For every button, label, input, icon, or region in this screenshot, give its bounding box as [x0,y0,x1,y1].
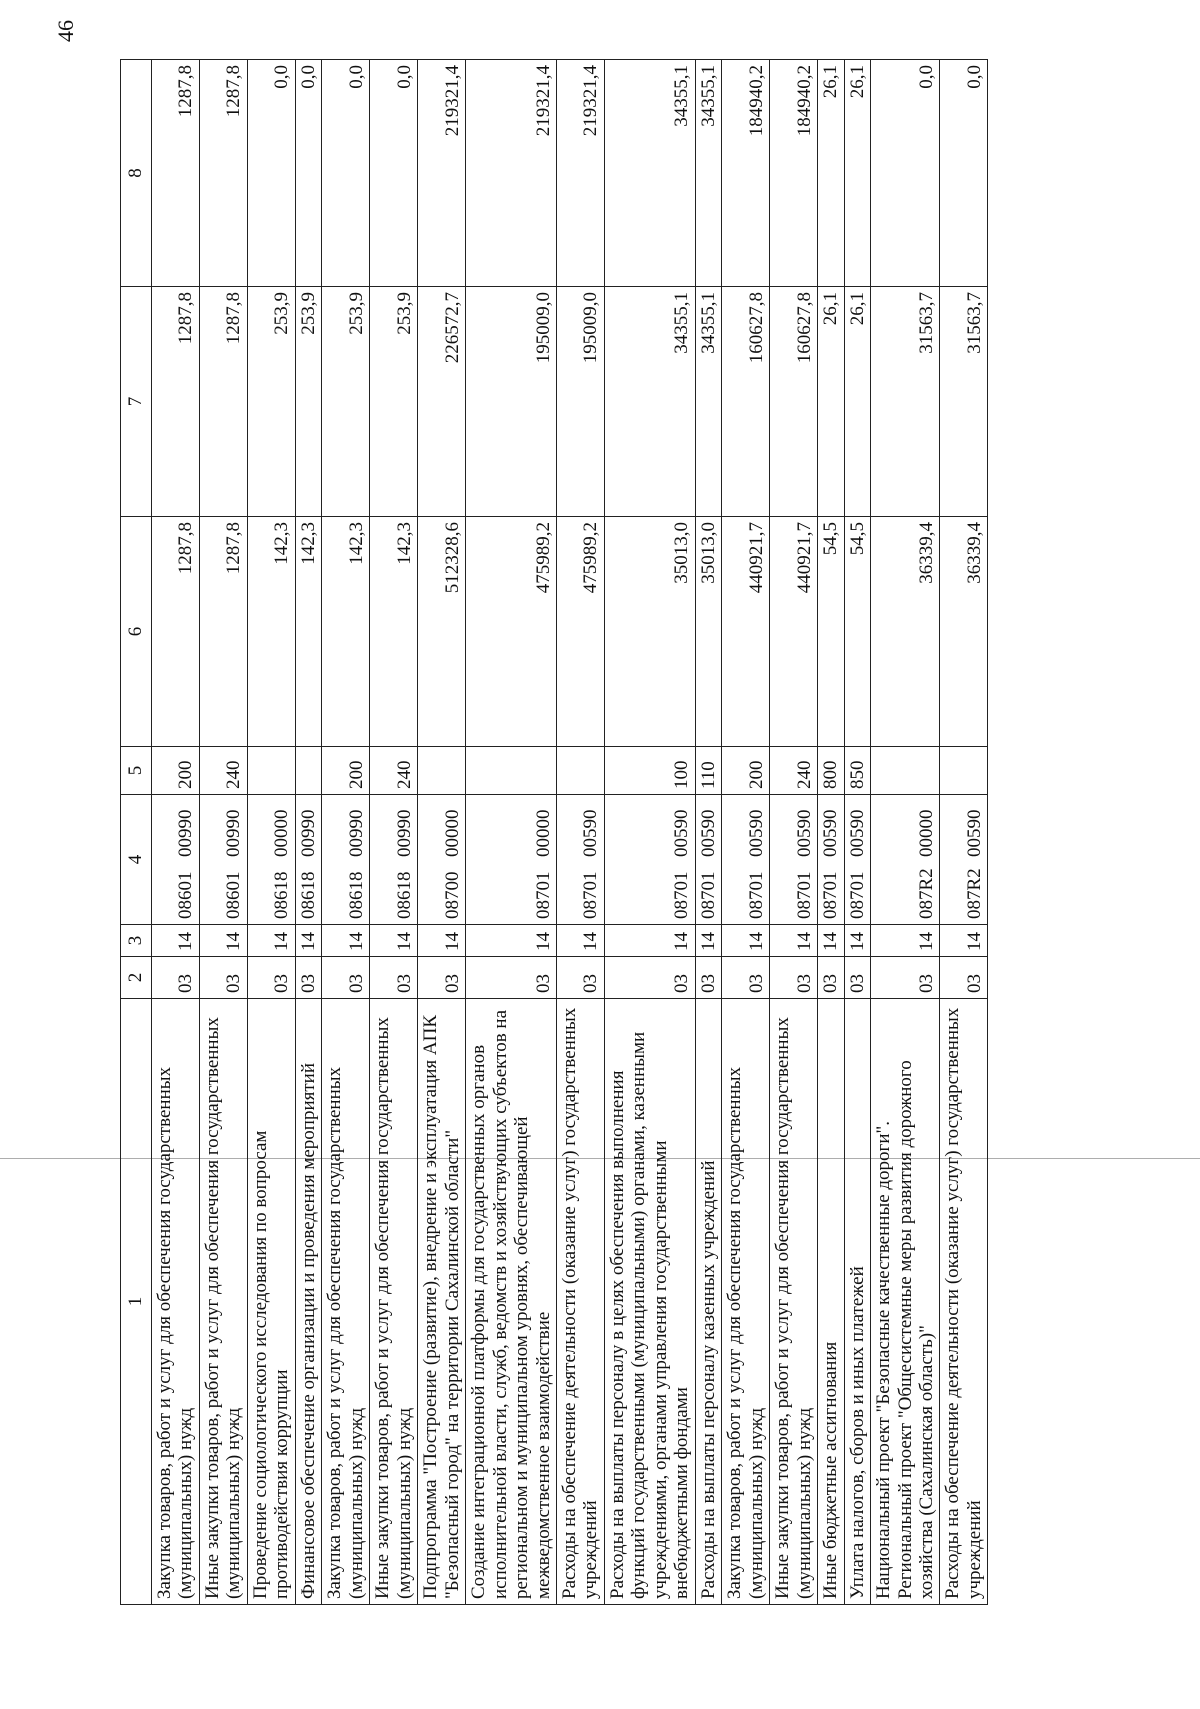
amount-year-3: 0,0 [322,60,370,287]
row-description: Расходы на обеспечение деятельности (оказание услуг) государственных учреждений [556,999,604,1605]
row-description: Иные закупки товаров, работ и услуг для обеспечения государственных (муниципальных) нужд [770,999,818,1605]
target-article-code-part1: 08701 [820,871,842,919]
amount-year-3: 219321,4 [466,60,557,287]
target-article-code-part2: 00990 [223,809,245,857]
amount-year-2: 195009,0 [556,287,604,517]
section-code: 03 [722,957,770,999]
amount-year-3: 0,0 [295,60,321,287]
target-article-code-part1: 08618 [297,871,319,919]
expense-type-code: 240 [370,747,418,795]
amount-year-1: 36339,4 [871,517,940,747]
table-row [247,60,295,1605]
section-code: 03 [871,957,940,999]
amount-year-2: 1287,8 [199,287,247,517]
col-header: 7 [121,287,152,517]
amount-year-1: 440921,7 [722,517,770,747]
table-row [722,60,770,1605]
section-code: 03 [556,957,604,999]
expense-type-code: 240 [770,747,818,795]
subsection-code: 14 [370,925,418,957]
table-row [940,60,988,1605]
target-article-code-part2: 00990 [175,809,197,857]
target-article-code-part2: 00590 [671,809,693,857]
amount-year-2: 160627,8 [722,287,770,517]
table-row [695,60,721,1605]
amount-year-2: 253,9 [247,287,295,517]
amount-year-1: 1287,8 [199,517,247,747]
col-header: 1 [121,999,152,1605]
target-article-code-part1: 08618 [393,871,415,919]
col-header: 4 [121,795,152,925]
target-article-code [871,795,940,925]
expense-type-code [418,747,466,795]
target-article-code-part1: 08618 [271,871,293,919]
expense-type-code: 200 [722,747,770,795]
row-description: Иные закупки товаров, работ и услуг для обеспечения государственных (муниципальных) нужд [370,999,418,1605]
amount-year-2: 31563,7 [940,287,988,517]
target-article-code [844,795,870,925]
table-row [322,60,370,1605]
row-description: Уплата налогов, сборов и иных платежей [844,999,870,1605]
expense-type-code: 850 [844,747,870,795]
expense-type-code: 100 [604,747,695,795]
section-code: 03 [818,957,844,999]
row-description: Проведение социологического исследования по вопросам противодействия коррупции [247,999,295,1605]
table-row [604,60,695,1605]
col-header: 2 [121,957,152,999]
col-header: 8 [121,60,152,287]
amount-year-2: 26,1 [818,287,844,517]
target-article-code-part2: 00000 [532,809,554,857]
target-article-code-part1: 08701 [793,871,815,919]
target-article-code [418,795,466,925]
row-description: Подпрограмма "Построение (развитие), внедрение и эксплуатация АПК "Безопасный город" на территории Сахалинской области" [418,999,466,1605]
target-article-code-part2: 00590 [580,809,602,857]
amount-year-2: 195009,0 [466,287,557,517]
target-article-code [199,795,247,925]
amount-year-3: 26,1 [844,60,870,287]
amount-year-1: 142,3 [322,517,370,747]
amount-year-1: 35013,0 [604,517,695,747]
section-code: 03 [247,957,295,999]
target-article-code-part2: 00590 [745,809,767,857]
page-number: 46 [53,20,78,42]
table-row [556,60,604,1605]
subsection-code: 14 [295,925,321,957]
expense-type-code [295,747,321,795]
expense-type-code [871,747,940,795]
target-article-code-part1: 08701 [846,871,868,919]
target-article-code-part2: 00000 [916,809,937,857]
amount-year-3: 184940,2 [722,60,770,287]
section-code: 03 [604,957,695,999]
target-article-code [770,795,818,925]
amount-year-3: 219321,4 [418,60,466,287]
row-description: Финансовое обеспечение организации и проведения мероприятий [295,999,321,1605]
subsection-code: 14 [247,925,295,957]
target-article-code-part2: 00590 [846,809,868,857]
section-code: 03 [466,957,557,999]
row-description: Иные бюджетные ассигнования [818,999,844,1605]
amount-year-2: 253,9 [370,287,418,517]
target-article-code-part2: 00990 [393,809,415,857]
target-article-code [604,795,695,925]
table-row [199,60,247,1605]
target-article-code-part1: 08618 [345,871,367,919]
table-row [844,60,870,1605]
section-code: 03 [940,957,988,999]
table-row [370,60,418,1605]
target-article-code-part1: 087R2 [963,868,985,919]
target-article-code-part1: 08701 [745,871,767,919]
table-row [818,60,844,1605]
amount-year-2: 1287,8 [152,287,200,517]
amount-year-1: 142,3 [370,517,418,747]
col-header: 5 [121,747,152,795]
expense-type-code: 240 [199,747,247,795]
col-header: 3 [121,925,152,957]
target-article-code [556,795,604,925]
amount-year-1: 440921,7 [770,517,818,747]
subsection-code: 14 [466,925,557,957]
table-row [152,60,200,1605]
amount-year-1: 35013,0 [695,517,721,747]
amount-year-1: 142,3 [295,517,321,747]
expense-type-code [940,747,988,795]
section-code: 03 [370,957,418,999]
amount-year-2: 253,9 [295,287,321,517]
target-article-code-part2: 00990 [345,809,367,857]
amount-year-3: 0,0 [370,60,418,287]
table-row [466,60,557,1605]
col-header: 6 [121,517,152,747]
subsection-code: 14 [152,925,200,957]
subsection-code: 14 [418,925,466,957]
amount-year-3: 219321,4 [556,60,604,287]
subsection-code: 14 [818,925,844,957]
table-row [418,60,466,1605]
target-article-code-part2: 00590 [963,809,985,857]
amount-year-2: 160627,8 [770,287,818,517]
target-article-code [722,795,770,925]
target-article-code [695,795,721,925]
section-code: 03 [844,957,870,999]
section-code: 03 [695,957,721,999]
amount-year-3: 0,0 [247,60,295,287]
amount-year-3: 0,0 [940,60,988,287]
subsection-code: 14 [844,925,870,957]
section-code: 03 [199,957,247,999]
target-article-code-part1: 08701 [580,871,602,919]
amount-year-3: 1287,8 [199,60,247,287]
amount-year-3: 0,0 [871,60,940,287]
row-description: Закупка товаров, работ и услуг для обеспечения государственных (муниципальных) нужд [322,999,370,1605]
amount-year-1: 36339,4 [940,517,988,747]
amount-year-2: 226572,7 [418,287,466,517]
target-article-code [295,795,321,925]
amount-year-1: 475989,2 [466,517,557,747]
target-article-code-part1: 08700 [441,871,463,919]
expense-type-code [466,747,557,795]
target-article-code-part1: 08701 [671,871,693,919]
subsection-code: 14 [871,925,940,957]
target-article-code-part1: 087R2 [916,868,937,919]
amount-year-3: 1287,8 [152,60,200,287]
budget-table [120,59,988,1605]
expense-type-code [247,747,295,795]
section-code: 03 [322,957,370,999]
target-article-code [466,795,557,925]
row-description: Иные закупки товаров, работ и услуг для обеспечения государственных (муниципальных) нужд [199,999,247,1605]
target-article-code [152,795,200,925]
table-body [152,60,988,1605]
header-row [121,60,152,1605]
target-article-code-part1: 08601 [175,871,197,919]
target-article-code [818,795,844,925]
target-article-code [322,795,370,925]
subsection-code: 14 [199,925,247,957]
table-row [770,60,818,1605]
budget-table-container [120,60,1180,1605]
amount-year-2: 253,9 [322,287,370,517]
subsection-code: 14 [940,925,988,957]
amount-year-3: 34355,1 [695,60,721,287]
target-article-code-part2: 00000 [271,809,293,857]
section-code: 03 [152,957,200,999]
amount-year-1: 475989,2 [556,517,604,747]
expense-type-code [556,747,604,795]
target-article-code-part1: 08701 [697,871,719,919]
row-description: Создание интеграционной платформы для государственных органов исполнительной власти, служб, ведомств и хозяйствующих субъектов на региональном и муниципальном уровнях, обеспечивающей межведомственное взаимодействие [466,999,557,1605]
row-description: Расходы на выплаты персоналу казенных учреждений [695,999,721,1605]
target-article-code-part2: 00590 [697,809,719,857]
amount-year-2: 31563,7 [871,287,940,517]
subsection-code: 14 [604,925,695,957]
amount-year-1: 1287,8 [152,517,200,747]
target-article-code-part2: 00590 [793,809,815,857]
section-code: 03 [418,957,466,999]
amount-year-1: 54,5 [844,517,870,747]
expense-type-code: 110 [695,747,721,795]
subsection-code: 14 [722,925,770,957]
target-article-code-part2: 00000 [441,809,463,857]
target-article-code-part1: 08701 [532,871,554,919]
row-description: Расходы на выплаты персоналу в целях обеспечения выполнения функций государственными (муниципальными) органами, казенными учреждениями, органами управления государственными внебюджетными фондами [604,999,695,1605]
expense-type-code: 800 [818,747,844,795]
amount-year-1: 512328,6 [418,517,466,747]
subsection-code: 14 [770,925,818,957]
target-article-code-part2: 00990 [297,809,319,857]
target-article-code-part1: 08601 [223,871,245,919]
row-description: Национальный проект "Безопасные качественные дороги". Региональный проект "Общесистемные меры развития дорожного хозяйства (Сахалинская область)" [871,999,940,1605]
amount-year-3: 184940,2 [770,60,818,287]
row-description: Закупка товаров, работ и услуг для обеспечения государственных (муниципальных) нужд [152,999,200,1605]
table-row [295,60,321,1605]
amount-year-1: 54,5 [818,517,844,747]
row-description: Расходы на обеспечение деятельности (оказание услуг) государственных учреждений [940,999,988,1605]
amount-year-1: 142,3 [247,517,295,747]
amount-year-2: 26,1 [844,287,870,517]
target-article-code [940,795,988,925]
target-article-code [247,795,295,925]
expense-type-code: 200 [152,747,200,795]
subsection-code: 14 [695,925,721,957]
section-code: 03 [770,957,818,999]
subsection-code: 14 [322,925,370,957]
table-row [871,60,940,1605]
expense-type-code: 200 [322,747,370,795]
subsection-code: 14 [556,925,604,957]
section-code: 03 [295,957,321,999]
target-article-code [370,795,418,925]
amount-year-3: 26,1 [818,60,844,287]
row-description: Закупка товаров, работ и услуг для обеспечения государственных (муниципальных) нужд [722,999,770,1605]
amount-year-2: 34355,1 [695,287,721,517]
amount-year-2: 34355,1 [604,287,695,517]
amount-year-3: 34355,1 [604,60,695,287]
target-article-code-part2: 00590 [820,809,842,857]
